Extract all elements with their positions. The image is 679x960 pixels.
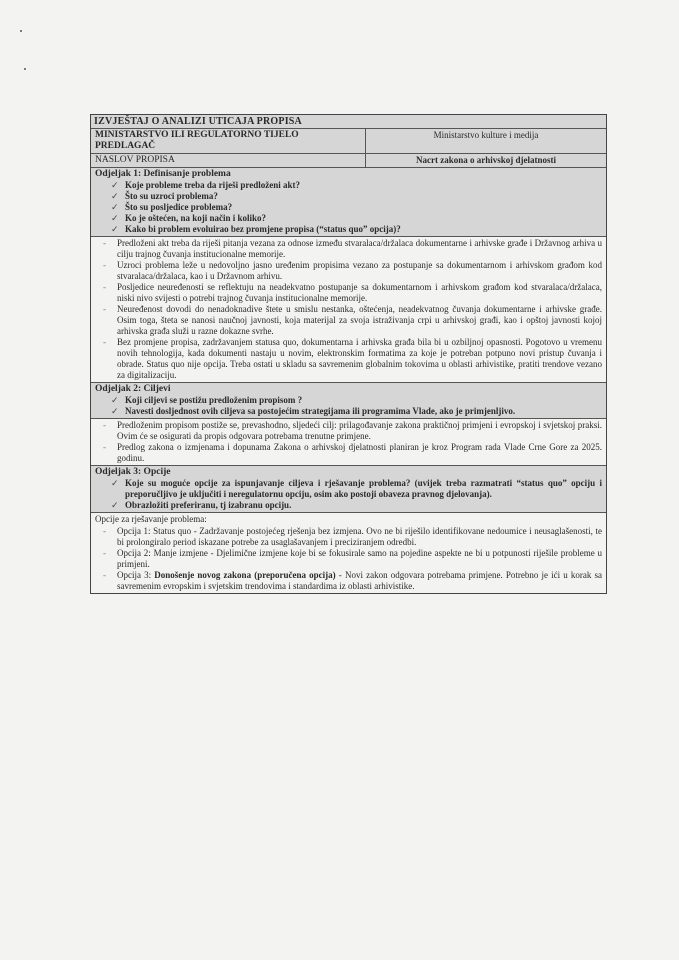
ministry-value: Ministarstvo kulture i medija xyxy=(433,130,539,140)
list-item: - Opcija 3: Donošenje novog zakona (preporučena opcija) - Novi zakon odgovara potrebama primjene. Potrebno je ići u korak sa savremenim evropskim i svjetskim trendovima i standardima iz oblasti arhivistike. xyxy=(103,570,602,591)
ministry-label: MINISTARSTVO ILI REGULATORNO TIJELO PREDLAGAČ xyxy=(91,129,366,153)
dash-bullet-icon: - xyxy=(103,337,106,347)
list-item: - Predloženi akt treba da riješi pitanja vezana za odnose između stvaralaca/držalaca dokumentarne i arhivske građe i Državnog arhiva u cilju trajnog čuvanja institucionalne memorije. xyxy=(103,238,602,259)
check-mark-icon: ✓ xyxy=(111,224,119,234)
section-1-heading: Odjeljak 1: Definisanje problema xyxy=(95,169,231,179)
list-item: - Predlog zakona o izmjenama i dopunama Zakona o arhivskoj djelatnosti planiran je kroz Program rada Vlade Crne Gore za 2025. godinu. xyxy=(103,442,602,463)
section-1-header xyxy=(91,168,606,237)
dash-bullet-icon: - xyxy=(103,304,106,314)
section-1-question: ✓ Kako bi problem evoluirao bez promjene propisa (“status quo” opcija)? xyxy=(111,224,401,234)
list-item: - Neuređenost dovodi do nenadoknadive štete u smislu nestanka, oštećenja, neadekvatnog čuvanja dokumentarne i arhivske građe. Osim toga, šteta se nanosi naučnoj javnosti, koja materijal za svoja istraživanja crpi u arhivskoj građi, kao i opštoj javnosti kojoj arhivska građa služi u razne dokazne svrhe. xyxy=(103,304,602,336)
section-3-heading: Odjeljak 3: Opcije xyxy=(95,467,171,477)
section-2-answers xyxy=(91,419,606,466)
check-mark-icon: ✓ xyxy=(111,395,119,405)
regulation-label: NASLOV PROPISA xyxy=(91,154,366,167)
section-1-question: ✓ Koje probleme treba da riješi predloženi akt? xyxy=(111,180,300,190)
dash-bullet-icon: - xyxy=(103,548,106,558)
list-item: - Opcija 1: Status quo - Zadržavanje postojećeg rješenja bez izmjena. Ovo ne bi riješilo identifikovane nedoumice i neusaglašenosti, te bi prolongiralo period iskazane potrebe za usaglašavanjem i preciziranjem odredbi. xyxy=(103,526,602,547)
ministry-row xyxy=(91,129,606,154)
section-1-question: ✓ Što su posljedice problema? xyxy=(111,202,233,212)
section-2-question: ✓ Koji ciljevi se postižu predloženim propisom ? xyxy=(111,395,303,405)
dash-bullet-icon: - xyxy=(103,282,106,292)
section-3-header xyxy=(91,466,606,513)
scan-speck xyxy=(24,68,26,70)
check-mark-icon: ✓ xyxy=(111,406,119,416)
section-1-question: ✓ Što su uzroci problema? xyxy=(111,191,218,201)
section-3-question: ✓ Obrazložiti preferiranu, tj izabranu opciju. xyxy=(111,500,292,510)
list-item: - Bez promjene propisa, zadržavanjem statusa quo, dokumentarna i arhivska građa bila bi u ozbiljnoj opasnosti. Pogotovo u vremenu novih tehnologija, kada dokumenti nastaju u novim, elektronskim formatima za koje je potreban potpuno novi pristup čuvanja i obrade. Status quo nije opcija. Treba ostati u skladu sa savremenim globalnim tokovima u oblasti arhivistike, pratiti trendove vezano za digitalizaciju. xyxy=(103,337,602,380)
page-title: IZVJEŠTAJ O ANALIZI UTICAJA PROPISA xyxy=(91,115,606,129)
list-item: - Uzroci problema leže u nedovoljno jasno uređenim propisima vezano za postupanje sa dokumentarnom i arhivskom građom kod stvaralaca/držalaca, kao i u Državnom arhivu. xyxy=(103,260,602,281)
check-mark-icon: ✓ xyxy=(111,213,119,223)
preferred-option: Donošenje novog zakona (preporučena opcija) xyxy=(154,570,336,580)
options-intro: Opcije za rješavanje problema: xyxy=(95,514,207,524)
check-mark-icon: ✓ xyxy=(111,202,119,212)
regulation-value: Nacrt zakona o arhivskoj djelatnosti xyxy=(416,155,556,165)
section-2-question: ✓ Navesti dosljednost ovih ciljeva sa postojećim strategijama ili programima Vlade, ako je primjenljivo. xyxy=(111,406,516,416)
dash-bullet-icon: - xyxy=(103,526,106,536)
dash-bullet-icon: - xyxy=(103,442,106,452)
check-mark-icon: ✓ xyxy=(111,478,119,488)
section-3-answers xyxy=(91,513,606,593)
dash-bullet-icon: - xyxy=(103,260,106,270)
check-mark-icon: ✓ xyxy=(111,180,119,190)
list-item: - Opcija 2: Manje izmjene - Djelimične izmjene koje bi se fokusirale samo na pojedine aspekte ne bi u potpunosti riješile probleme u primjeni. xyxy=(103,548,602,569)
report-table xyxy=(90,114,607,594)
list-item: - Posljedice neuređenosti se reflektuju na neadekvatno postupanje sa dokumentarnom i arhivskom građom kod stvaralaca/držalaca, niski nivo svijesti o potrebi trajnog čuvanja institucionalne memorije. xyxy=(103,282,602,303)
section-2-header xyxy=(91,383,606,419)
list-item: - Predloženim propisom postiže se, prevashodno, sljedeći cilj: prilagođavanje zakona praktičnoj primjeni i evropskoj i svjetskoj praksi. Ovim će se osigurati da propis odgovara potrebama trenutne primjene. xyxy=(103,420,602,441)
scan-speck xyxy=(20,30,22,32)
section-3-question: ✓ Koje su moguće opcije za ispunjavanje ciljeva i rješavanje problema? (uvijek treba razmatrati “status quo” opciju i preporučljivo je uključiti i neregulatornu opciju, osim ako postoji obaveza pravnog djelovanja). xyxy=(111,478,602,499)
regulation-row xyxy=(91,154,606,168)
dash-bullet-icon: - xyxy=(103,420,106,430)
dash-bullet-icon: - xyxy=(103,570,106,580)
dash-bullet-icon: - xyxy=(103,238,106,248)
section-1-answers xyxy=(91,237,606,383)
check-mark-icon: ✓ xyxy=(111,191,119,201)
section-1-question: ✓ Ko je oštećen, na koji način i koliko? xyxy=(111,213,267,223)
check-mark-icon: ✓ xyxy=(111,500,119,510)
section-2-heading: Odjeljak 2: Ciljevi xyxy=(95,384,171,394)
